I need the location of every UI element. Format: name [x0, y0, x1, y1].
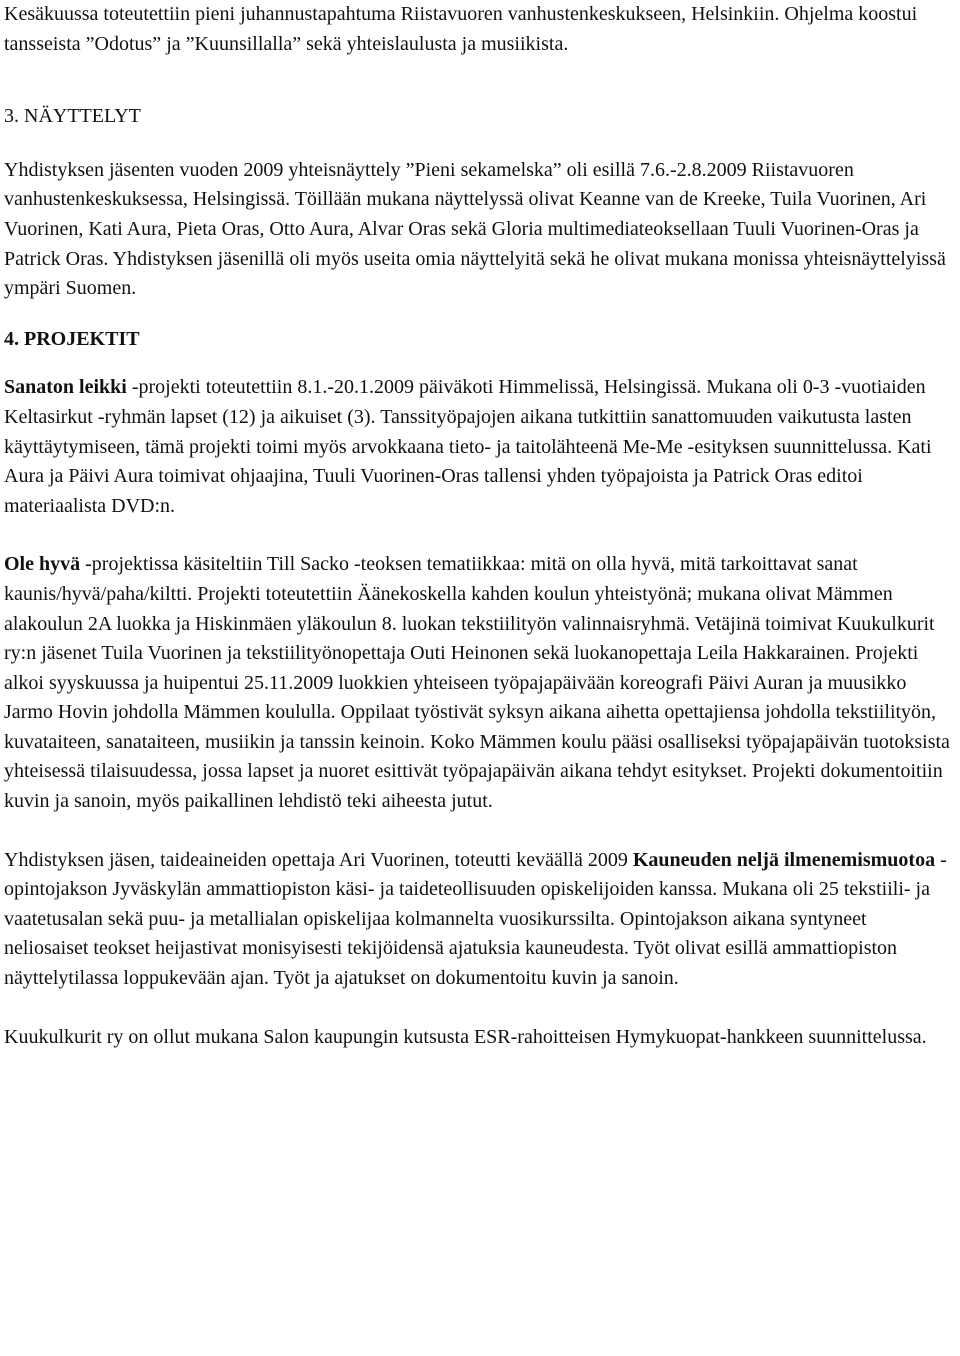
document-page: [4, 0, 954, 1052]
ole-hyva-paragraph: [4, 550, 954, 816]
salo-paragraph: Kuukulkurit ry on ollut mukana Salon kaupungin kutsusta ESR-rahoitteisen Hymykuopat-hankkeen suunnittelussa.: [4, 1025, 927, 1048]
section-heading-nayttelyt: 3. NÄYTTELYT: [4, 105, 141, 128]
sanaton-leikki-text: -projekti toteutettiin 8.1.-20.1.2009 päiväkoti Himmelissä, Helsingissä. Mukana oli 0-3 -vuotiaiden Keltasirkut -ryhmän lapset (12) ja aikuiset (3). Tanssityöpajojen aikana tutkittiin sanattomuuden vaikutusta lasten käyttäytymiseen, tämä projekti toimi myös arvokkaana tieto- ja taitolähteenä Me-Me -esityksen suunnittelussa. Kati Aura ja Päivi Aura toimivat ohjaajina, Tuuli Vuorinen-Oras tallensi yhden työpajoista ja Patrick Oras editoi materiaalista DVD:n.: [4, 376, 932, 517]
kauneus-paragraph: [4, 846, 954, 994]
spacer: [4, 304, 954, 325]
spacer: [4, 817, 954, 846]
spacer: [4, 994, 954, 1023]
ole-hyva-text: -projektissa käsiteltiin Till Sacko -teoksen tematiikkaa: mitä on olla hyvä, mitä tarkoittavat sanat kaunis/hyvä/paha/kiltti. Projekti toteutettiin Äänekoskella kahden koulun yhteistyönä; mukana olivat Mämmen alakoulun 2A luokka ja Hiskinmäen yläkoulun 8. luokan tekstiilityön valinnaisryhmä. Vetäjinä toimivat Kuukulkurit ry:n jäsenet Tuila Vuorinen ja tekstiilityönopettaja Outi Heinonen sekä luokanopettaja Leila Hakkarainen. Projekti alkoi syyskuussa ja huipentui 25.11.2009 luokkien yhteiseen työpajapäivään koreografi Päivi Auran ja muusikko Jarmo Hovin johdolla Mämmen koululla. Oppilaat työstivät syksyn aikana aihetta opettajiensa johdolla tekstiilityön, kuvataiteen, sanataiteen, musiikin ja tanssin keinoin. Koko Mämmen koulu pääsi osalliseksi työpajapäivän tuotoksista yhteisessä tilaisuudessa, jossa lapset ja nuoret esittivät työpajapäivän aikana tehdyt esitykset. Projekti dokumentoitiin kuvin ja sanoin, myös paikallinen lehdistö teki aiheesta jutut.: [4, 553, 950, 813]
section-heading-projektit: 4. PROJEKTIT: [4, 327, 140, 350]
spacer: [4, 59, 954, 88]
kauneus-text-after: -opintojakson Jyväskylän ammattiopiston käsi- ja taideteollisuuden opiskelijoiden kanssa. Mukana oli 25 tekstiili- ja vaatetusalan sekä puu- ja metallialan opiskelijaa kolmannelta vuosikurssilta. Opintojakson aikana syntyneet neliosaiset teokset heijastivat monisyisesti tekijöidensä ajatuksia kauneudesta. Työt olivat esillä ammattiopiston näyttelytilassa loppukevään ajan. Työt ja ajatukset on dokumentoitu kuvin ja sanoin.: [4, 848, 947, 990]
spacer: [4, 521, 954, 550]
intro-paragraph: Kesäkuussa toteutettiin pieni juhannustapahtuma Riistavuoren vanhustenkeskukseen, Helsinkiin. Ohjelma koostui tansseista ”Odotus” ja ”Kuunsillalla” sekä yhteislaulusta ja musiikista.: [4, 3, 918, 55]
nayttelyt-paragraph: Yhdistyksen jäsenten vuoden 2009 yhteisnäyttely ”Pieni sekamelska” oli esillä 7.6.-2.8.2009 Riistavuoren vanhustenkeskuksessa, Helsingissä. Töillään mukana näyttelyssä olivat Keanne van de Kreeke, Tuila Vuorinen, Ari Vuorinen, Kati Aura, Pieta Oras, Otto Aura, Alvar Oras sekä Gloria multimediateoksellaan Tuuli Vuorinen-Oras ja Patrick Oras. Yhdistyksen jäsenillä oli myös useita omia näyttelyitä sekä he olivat mukana monissa yhteisnäyttelyissä ympäri Suomen.: [4, 158, 946, 300]
spacer: [4, 132, 954, 156]
sanaton-leikki-title: Sanaton leikki: [4, 376, 127, 399]
sanaton-leikki-paragraph: [4, 373, 954, 521]
ole-hyva-title: Ole hyvä: [4, 553, 81, 576]
spacer: [4, 354, 954, 373]
spacer: [4, 88, 954, 102]
kauneus-title: Kauneuden neljä ilmenemismuotoa: [632, 848, 936, 871]
kauneus-text-before: Yhdistyksen jäsen, taideaineiden opettaja Ari Vuorinen, toteutti keväällä 2009: [4, 848, 633, 871]
